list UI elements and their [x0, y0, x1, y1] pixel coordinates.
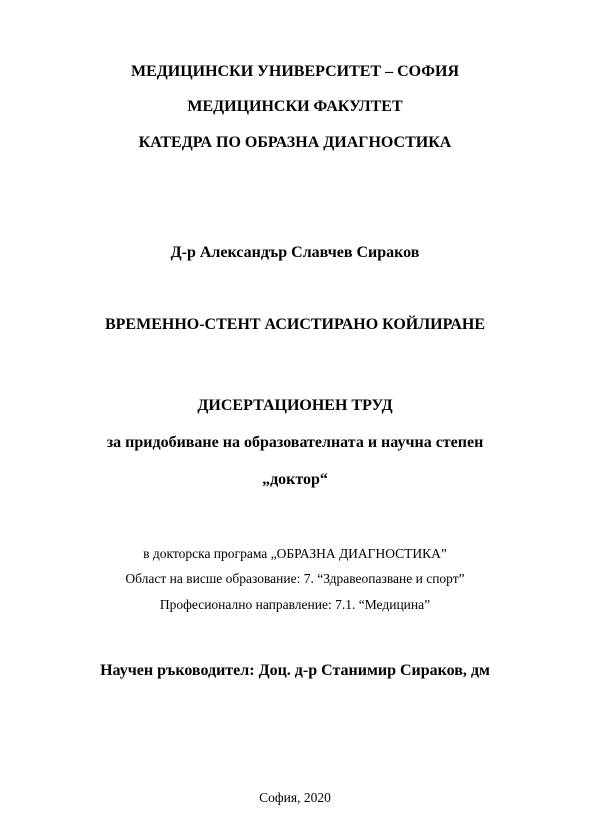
- degree-name: „доктор“: [262, 471, 328, 488]
- university-name: МЕДИЦИНСКИ УНИВЕРСИТЕТ – СОФИЯ: [130, 63, 460, 80]
- department-name: КАТЕДРА ПО ОБРАЗНА ДИАГНОСТИКА: [138, 134, 452, 151]
- work-type-heading: ДИСЕРТАЦИОНЕН ТРУД: [197, 397, 393, 414]
- field-of-education: Област на висше образование: 7. “Здравеопазване и спорт”: [125, 571, 465, 586]
- faculty-name: МЕДИЦИНСКИ ФАКУЛТЕТ: [187, 98, 403, 115]
- degree-purpose: за придобиване на образователната и научна степен: [106, 434, 484, 451]
- professional-direction: Професионално направление: 7.1. “Медицина”: [159, 597, 431, 612]
- supervisor: Научен ръководител: Доц. д-р Станимир Сираков, дм: [100, 662, 490, 679]
- doctoral-program: в докторска програма „ОБРАЗНА ДИАГНОСТИКА”: [143, 546, 447, 561]
- author-name: Д-р Александър Славчев Сираков: [170, 244, 420, 261]
- place-and-year: София, 2020: [259, 790, 331, 805]
- dissertation-title: ВРЕМЕННО-СТЕНТ АСИСТИРАНО КОЙЛИРАНЕ: [104, 316, 486, 333]
